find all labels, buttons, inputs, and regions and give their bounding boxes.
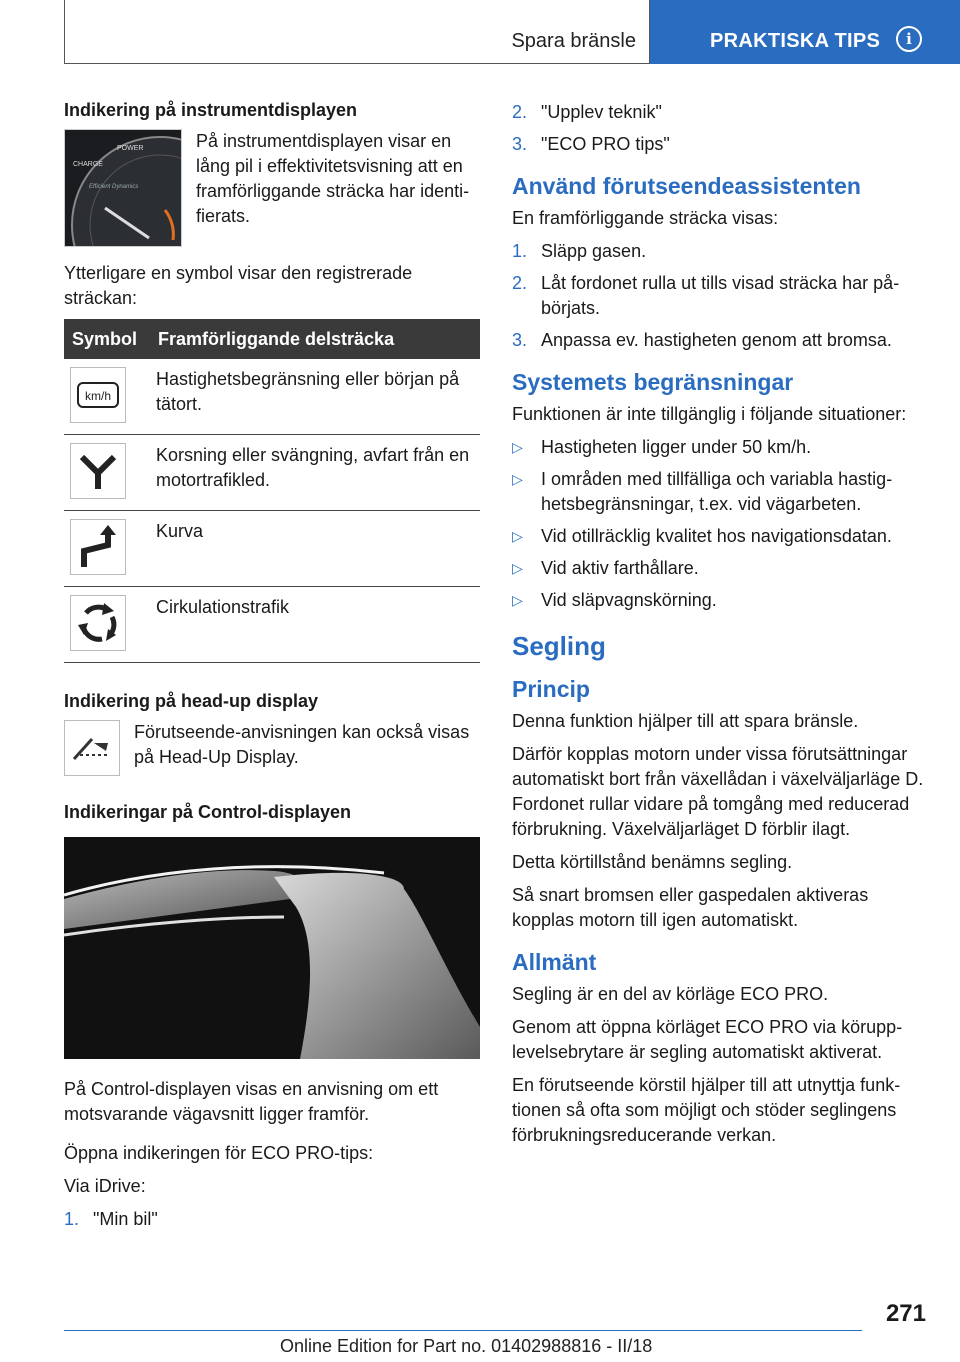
roundabout-icon [70,595,126,651]
list-item: ▷ Vid aktiv farthållare. [512,556,928,581]
table-header-section: Framförliggande delsträcka [150,319,480,359]
footer-edition: Online Edition for Part no. 01402988816 - II/18 [280,1336,653,1356]
bullet-icon: ▷ [512,560,523,576]
table-cell: Hastighetsbegränsning eller början på tätort. [150,359,480,435]
heading-princip: Princip [512,676,590,702]
footer-rule [64,1330,862,1331]
allmant-p2: Genom att öppna körläget ECO PRO via körupplevelsebrytare är segling automatiskt aktiverat. [512,1017,903,1062]
list-item: 2. Låt fordonet rulla ut tills visad sträcka har påbörjats. [512,273,900,318]
list-item: ▷ Hastigheten ligger under 50 km/h. [512,435,928,460]
hud-anticipation-icon [64,720,120,776]
list-item: 1. "Min bil" [64,1209,158,1229]
junction-icon [70,443,126,499]
use-paragraph: En framförliggande sträcka visas: [512,208,779,228]
symbol-intro: Ytterligare en symbol visar den registrerade sträckan: [64,263,413,308]
curve-icon [70,519,126,575]
heading-use-assistant: Använd förutseendeassistenten [512,173,861,199]
via-idrive: Via iDrive: [64,1176,146,1196]
right-column [512,100,928,1156]
table-row [64,435,480,511]
gauge-efficient-label: Efficient Dynamics [89,184,139,190]
princip-p1: Denna funktion hjälper till att spara bränsle. [512,711,859,731]
list-item: 3. "ECO PRO tips" [512,134,670,154]
list-item: 2. "Upplev teknik" [512,102,662,122]
table-row [64,359,480,435]
list-item: ▷ Vid otillräcklig kvalitet hos navigationsdatan. [512,524,928,549]
table-row [64,511,480,587]
bullet-icon: ▷ [512,471,523,487]
chapter-tab[interactable] [650,0,960,64]
princip-p4: Så snart bromsen eller gaspedalen aktiveras kopplas motorn till igen automatiskt. [512,885,869,930]
princip-p2: Därför kopplas motorn under vissa förutsättningar automatiskt bort från växellådan i växelväljarläge D. Fordonet rullar vidare på tomgång med reducerad förbrukning. Växelväljarläget D förblir ilagt. [512,744,924,839]
table-row [64,587,480,663]
limits-paragraph: Funktionen är inte tillgänglig i följande situationer: [512,404,907,424]
limitations-list [512,435,928,613]
info-icon[interactable]: i [896,26,922,52]
speed-limit-icon [70,367,126,423]
table-cell: Kurva [150,511,480,587]
idrive-steps-continued [512,100,928,157]
table-header-symbol: Symbol [64,319,150,359]
header-bottom-rule [64,63,650,64]
list-item: ▷ Vid släpvagnskörning. [512,588,928,613]
allmant-p3: En förutseende körstil hjälper till att utnyttja funktionen så ofta som möjligt och stöder seglingens förbrukningsreducerande verkan. [512,1075,901,1145]
chapter-label: PRAKTISKA TIPS [710,30,881,52]
allmant-p1: Segling är en del av körläge ECO PRO. [512,984,829,1004]
bullet-icon: ▷ [512,528,523,544]
table-header-row [64,319,480,359]
speed-limit-icon-label: km/h [84,389,112,403]
heading-segling: Segling [512,631,606,661]
table-cell: Cirkulationstrafik [150,587,480,663]
heading-control-display: Indikeringar på Control-displayen [64,802,352,822]
efficiency-gauge-image [64,129,182,247]
header-left-rule [64,0,65,64]
left-column [64,100,480,1240]
instrument-paragraph: På instrumentdisplayen visar en lång pil i effektivitetsvisning att en framförliggande sträcka har identifierats. [196,131,470,226]
section-title: Spara bränsle [511,30,636,52]
list-item: ▷ I områden med tillfälliga och variabla hastighetsbegränsningar, t.ex. vid vägarbeten. [512,469,893,514]
heading-hud: Indikering på head-up display [64,691,319,711]
list-item: 3. Anpassa ev. hastigheten genom att bromsa. [512,330,892,350]
table-cell: Korsning eller svängning, avfart från en motortrafikled. [150,435,480,511]
control-paragraph: På Control-displayen visas en anvisning om ett motsvarande vägavsnitt ligger framför. [64,1079,439,1124]
heading-instrument-display: Indikering på instrumentdisplayen [64,100,358,120]
instrument-figure-row [64,129,480,247]
list-item: 1. Släpp gasen. [512,241,647,261]
bullet-icon: ▷ [512,439,523,455]
hud-paragraph: Förutseende-anvisningen kan också visas på Head-Up Display. [134,722,470,767]
open-paragraph: Öppna indikeringen för ECO PRO-tips: [64,1143,374,1163]
page-number: 271 [885,1300,926,1327]
heading-allmant: Allmänt [512,949,597,975]
control-display-road-image [64,837,480,1059]
gauge-power-label: POWER [117,145,144,152]
hud-figure-row [64,720,480,776]
heading-limitations: Systemets begränsningar [512,369,794,395]
use-steps [512,239,928,353]
idrive-steps [64,1207,480,1232]
symbol-table [64,319,480,663]
gauge-charge-label: CHARGE [73,161,103,168]
bullet-icon: ▷ [512,592,523,608]
princip-p3: Detta körtillstånd benämns segling. [512,852,793,872]
